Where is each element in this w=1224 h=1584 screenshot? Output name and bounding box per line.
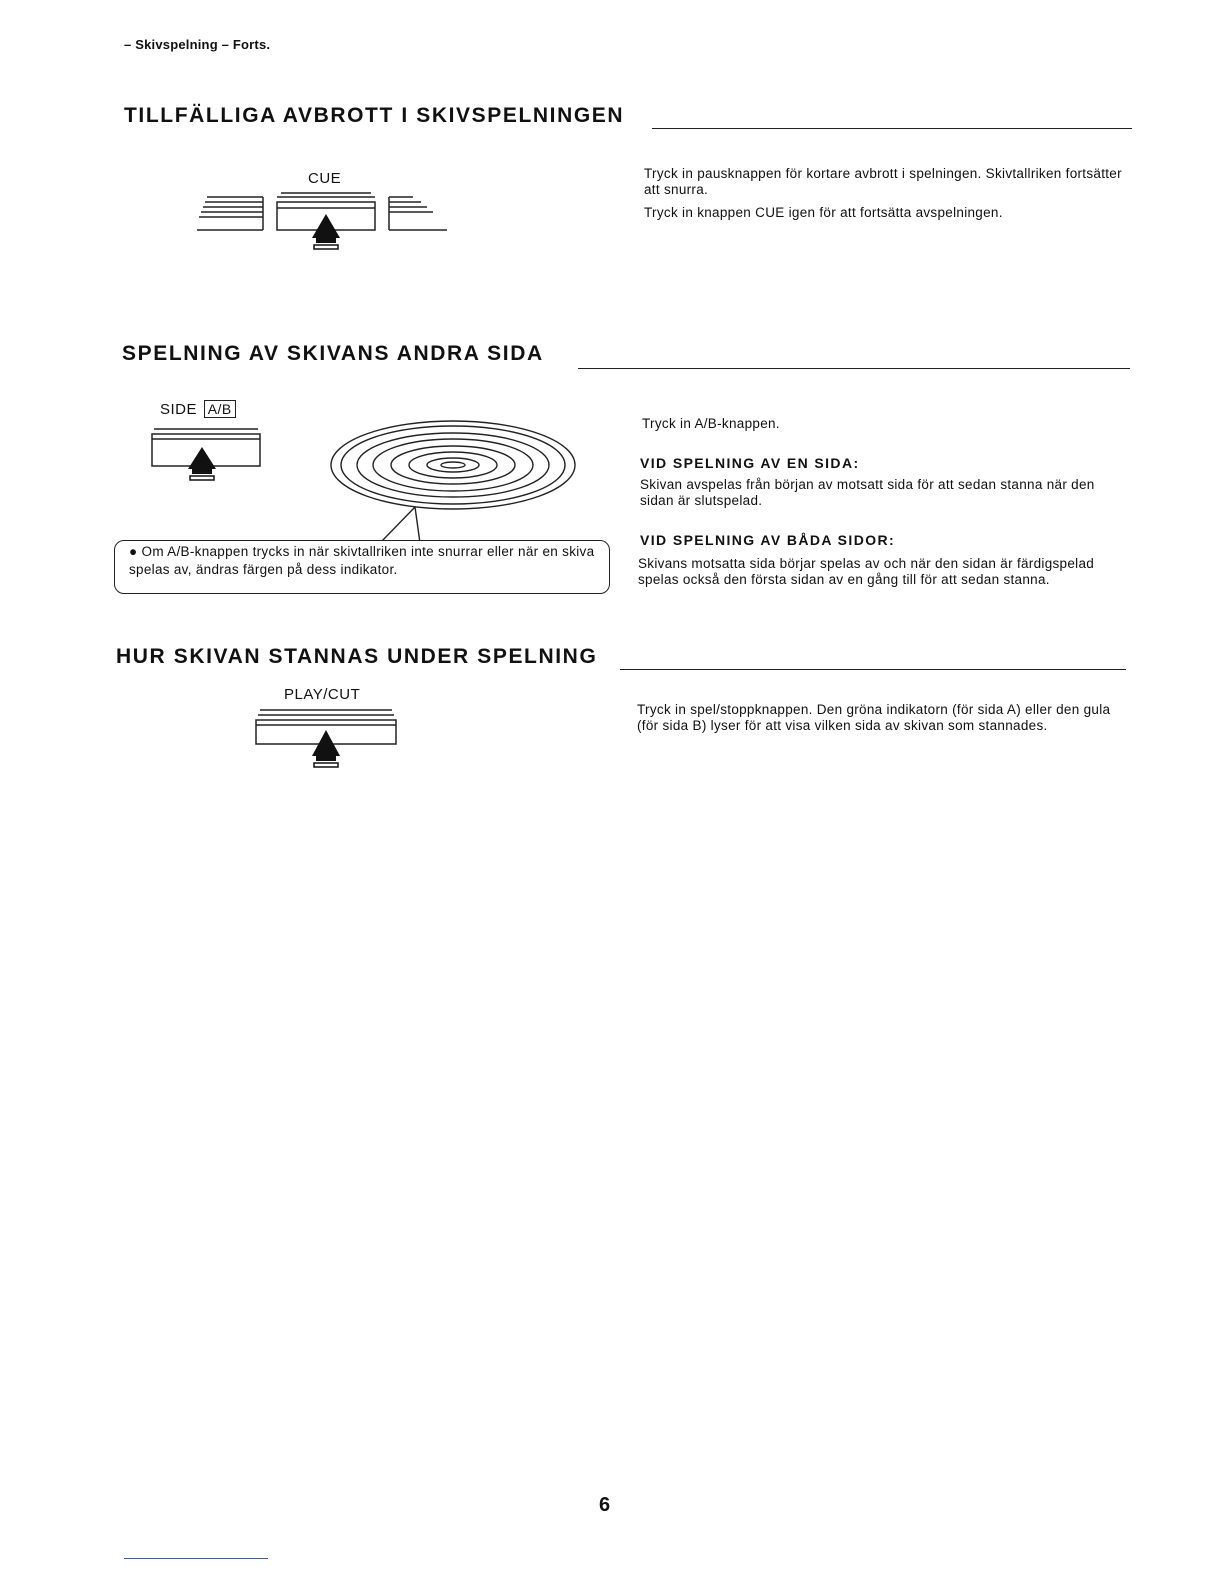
bullet-icon: ● [129, 544, 138, 559]
side-label [160, 400, 236, 418]
paragraph: Tryck in knappen CUE igen för att fortsätta avspelningen. [644, 205, 1003, 220]
paragraph: Skivans motsatta sida börjar spelas av och när den sidan är färdigspelad spelas också den första sidan av en gång till för att sedan stanna. [638, 556, 1095, 587]
page-number: 6 [599, 1494, 611, 1516]
running-header: – Skivspelning – Forts. [124, 37, 271, 52]
section-rule [652, 128, 1132, 129]
side-label-prefix: SIDE [160, 401, 198, 418]
sub-heading: VID SPELNING AV BÅDA SIDOR: [640, 532, 896, 548]
cue-label: CUE [308, 170, 342, 187]
side-label-box: A/B [204, 400, 236, 418]
callout-text: Om A/B-knappen trycks in när skivtallriken inte snurrar eller när en skiva spelas av, ändras färgen på dess indikator. [129, 544, 595, 577]
section-title-stop: HUR SKIVAN STANNAS UNDER SPELNING [116, 645, 598, 668]
section-title-cue: TILLFÄLLIGA AVBROTT I SKIVSPELNINGEN [124, 104, 625, 127]
paragraph: Skivan avspelas från början av motsatt sida för att sedan stanna när den sidan är slutspelad. [640, 477, 1095, 508]
section-rule [578, 368, 1130, 369]
section-rule [620, 669, 1126, 670]
sub-heading: VID SPELNING AV EN SIDA: [640, 455, 860, 471]
play-cut-label: PLAY/CUT [284, 686, 361, 703]
section-title-side: SPELNING AV SKIVANS ANDRA SIDA [122, 342, 544, 365]
paragraph: Tryck in spel/stoppknappen. Den gröna indikatorn (för sida A) eller den gula (för sida B) lyser för att visa vilken sida av skivan som stannades. [637, 702, 1111, 733]
record-diagram [330, 415, 580, 545]
side-button-diagram [150, 425, 270, 490]
play-cut-button-diagram [252, 706, 402, 781]
cue-button-diagram [195, 190, 455, 260]
footer-rule [124, 1558, 268, 1559]
intro-text: Tryck in A/B-knappen. [642, 416, 780, 431]
indicator-callout [114, 540, 610, 594]
paragraph: Tryck in pausknappen för kortare avbrott i spelningen. Skivtallriken fortsätter att snurra. [644, 166, 1122, 197]
